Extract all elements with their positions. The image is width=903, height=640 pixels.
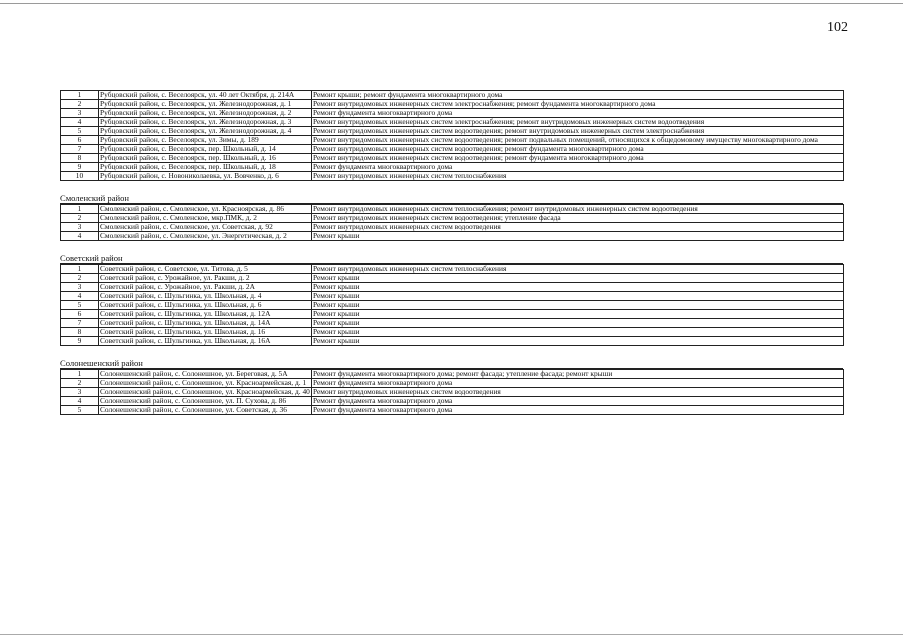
- row-work-type: Ремонт крыши: [312, 274, 844, 283]
- section-title-soloneshensky: Солонешенский район: [60, 359, 843, 369]
- row-number: 4: [61, 232, 99, 241]
- row-address: Рубцовский район, с. Веселоярск, ул. Железнодорожная, д. 3: [99, 118, 312, 127]
- row-address: Рубцовский район, с. Веселоярск, ул. Железнодорожная, д. 1: [99, 100, 312, 109]
- page-number: 102: [827, 20, 848, 35]
- row-number: 3: [61, 388, 99, 397]
- row-address: Советский район, с. Урожайное, ул. Ракши, д. 2А: [99, 283, 312, 292]
- table-body: [61, 205, 844, 241]
- row-address: Смоленский район, с. Смоленское, ул. Энергетическая, д. 2: [99, 232, 312, 241]
- row-work-type: Ремонт внутридомовых инженерных систем водоотведения; утепление фасада: [312, 214, 844, 223]
- row-work-type: Ремонт фундамента многоквартирного дома: [312, 163, 844, 172]
- table-row: [61, 223, 844, 232]
- row-number: 1: [61, 91, 99, 100]
- row-work-type: Ремонт фундамента многоквартирного дома: [312, 397, 844, 406]
- table-row: [61, 172, 844, 181]
- row-address: Солонешенский район, с. Солонешное, ул. Красноармейская, д. 1: [99, 379, 312, 388]
- table-body: [61, 370, 844, 415]
- table-row: [61, 379, 844, 388]
- row-address: Советский район, с. Урожайное, ул. Ракши, д. 2: [99, 274, 312, 283]
- row-address: Рубцовский район, с. Веселоярск, ул. Железнодорожная, д. 4: [99, 127, 312, 136]
- row-number: 3: [61, 283, 99, 292]
- row-number: 7: [61, 145, 99, 154]
- table-row: [61, 109, 844, 118]
- row-work-type: Ремонт крыши: [312, 301, 844, 310]
- row-number: 8: [61, 154, 99, 163]
- table-row: [61, 328, 844, 337]
- row-number: 9: [61, 163, 99, 172]
- row-number: 2: [61, 214, 99, 223]
- row-address: Солонешенский район, с. Солонешное, ул. Советская, д. 36: [99, 406, 312, 415]
- row-address: Рубцовский район, с. Веселоярск, ул. 40 лет Октября, д. 214А: [99, 91, 312, 100]
- row-work-type: Ремонт внутридомовых инженерных систем электроснабжения; ремонт фундамента многоквартирного дома: [312, 100, 844, 109]
- table-row: [61, 118, 844, 127]
- row-work-type: Ремонт крыши: [312, 337, 844, 346]
- row-address: Рубцовский район, с. Веселоярск, пер. Школьный, д. 18: [99, 163, 312, 172]
- table-row: [61, 397, 844, 406]
- row-work-type: Ремонт фундамента многоквартирного дома: [312, 109, 844, 118]
- row-address: Смоленский район, с. Смоленское, ул. Красноярская, д. 86: [99, 205, 312, 214]
- row-number: 9: [61, 337, 99, 346]
- row-number: 4: [61, 397, 99, 406]
- document-body: [60, 90, 843, 415]
- row-address: Советский район, с. Шульгинка, ул. Школьная, д. 12А: [99, 310, 312, 319]
- table-row: [61, 310, 844, 319]
- row-address: Советский район, с. Шульгинка, ул. Школьная, д. 16: [99, 328, 312, 337]
- row-address: Смоленский район, с. Смоленское, ул. Советская, д. 92: [99, 223, 312, 232]
- row-number: 5: [61, 406, 99, 415]
- table-row: [61, 100, 844, 109]
- row-work-type: Ремонт внутридомовых инженерных систем водоотведения; ремонт подвальных помещений, относящихся к общедомовому имуществу многоквартирного дома: [312, 136, 844, 145]
- row-work-type: Ремонт крыши: [312, 319, 844, 328]
- row-address: Рубцовский район, с. Веселоярск, пер. Школьный, д. 14: [99, 145, 312, 154]
- table-row: [61, 370, 844, 379]
- table-row: [61, 283, 844, 292]
- table-row: [61, 163, 844, 172]
- table-row: [61, 265, 844, 274]
- table-row: [61, 232, 844, 241]
- row-work-type: Ремонт крыши: [312, 310, 844, 319]
- row-work-type: Ремонт крыши: [312, 232, 844, 241]
- scan-top-edge: [0, 3, 903, 4]
- row-work-type: Ремонт внутридомовых инженерных систем теплоснабжения; ремонт внутридомовых инженерных систем водоотведения: [312, 205, 844, 214]
- table-row: [61, 337, 844, 346]
- row-work-type: Ремонт крыши; ремонт фундамента многоквартирного дома: [312, 91, 844, 100]
- scan-bottom-edge: [0, 634, 903, 635]
- row-address: Смоленский район, с. Смоленское, мкр.ПМК, д. 2: [99, 214, 312, 223]
- row-address: Советский район, с. Шульгинка, ул. Школьная, д. 14А: [99, 319, 312, 328]
- row-address: Солонешенский район, с. Солонешное, ул. П. Сухова, д. 86: [99, 397, 312, 406]
- row-work-type: Ремонт крыши: [312, 292, 844, 301]
- row-number: 8: [61, 328, 99, 337]
- row-address: Солонешенский район, с. Солонешное, ул. Красноармейская, д. 40: [100, 387, 310, 396]
- row-number: 6: [61, 310, 99, 319]
- row-number: 1: [61, 370, 99, 379]
- table-row: [61, 145, 844, 154]
- table-row: [61, 292, 844, 301]
- section-title-smolensky: Смоленский район: [60, 194, 843, 204]
- row-number: 4: [61, 118, 99, 127]
- row-address: Рубцовский район, с. Веселоярск, ул. Железнодорожная, д. 2: [99, 109, 312, 118]
- row-address: Рубцовский район, с. Веселоярск, пер. Школьный, д. 16: [99, 154, 312, 163]
- row-number: 1: [61, 205, 99, 214]
- row-number: 10: [61, 172, 99, 181]
- row-number: 2: [61, 100, 99, 109]
- row-work-type: Ремонт внутридомовых инженерных систем водоотведения; ремонт фундамента многоквартирного дома: [312, 154, 844, 163]
- row-number: 5: [61, 301, 99, 310]
- table-row: [61, 205, 844, 214]
- table-row: [61, 91, 844, 100]
- row-address: Советский район, с. Шульгинка, ул. Школьная, д. 16А: [99, 337, 312, 346]
- row-work-type: Ремонт фундамента многоквартирного дома; ремонт фасада; утепление фасада; ремонт крыши: [312, 370, 844, 379]
- row-work-type: Ремонт крыши: [312, 283, 844, 292]
- row-work-type: Ремонт фундамента многоквартирного дома: [312, 406, 844, 415]
- row-work-type: Ремонт крыши: [312, 328, 844, 337]
- row-work-type: Ремонт внутридомовых инженерных систем теплоснабжения: [312, 172, 844, 181]
- table-row: [61, 274, 844, 283]
- section-title-sovetsky: Советский район: [60, 254, 843, 264]
- row-address: Рубцовский район, с. Новониколаевка, ул. Вовченко, д. 6: [99, 172, 312, 181]
- row-number: 7: [61, 319, 99, 328]
- table-row: [61, 319, 844, 328]
- row-work-type: Ремонт внутридомовых инженерных систем электроснабжения; ремонт внутридомовых инженерных систем водоотведения: [312, 118, 844, 127]
- table-body: [61, 91, 844, 181]
- table-row: [61, 301, 844, 310]
- table-row: [61, 406, 844, 415]
- row-address: Советский район, с. Шульгинка, ул. Школьная, д. 6: [99, 301, 312, 310]
- row-address: Советский район, с. Шульгинка, ул. Школьная, д. 4: [99, 292, 312, 301]
- table-row: [61, 127, 844, 136]
- table-soloneshensky: [60, 369, 844, 415]
- row-work-type: Ремонт фундамента многоквартирного дома: [312, 379, 844, 388]
- table-body: [61, 265, 844, 346]
- row-work-type: Ремонт внутридомовых инженерных систем водоотведения: [312, 223, 844, 232]
- row-work-type: Ремонт внутридомовых инженерных систем водоотведения; ремонт внутридомовых инженерных систем электроснабжения: [312, 127, 844, 136]
- row-address: Советский район, с. Советское, ул. Титова, д. 5: [99, 265, 312, 274]
- row-number: 2: [61, 274, 99, 283]
- row-number: 6: [61, 136, 99, 145]
- row-address: Солонешенский район, с. Солонешное, ул. Береговая, д. 5А: [99, 370, 312, 379]
- row-number: 4: [61, 292, 99, 301]
- row-number: 2: [61, 379, 99, 388]
- table-row: [61, 154, 844, 163]
- row-work-type: Ремонт внутридомовых инженерных систем водоотведения; ремонт фундамента многоквартирного дома: [312, 145, 844, 154]
- row-work-type: Ремонт внутридомовых инженерных систем теплоснабжения: [312, 265, 844, 274]
- row-number: 1: [61, 265, 99, 274]
- row-address: Рубцовский район, с. Веселоярск, ул. Зимы, д. 189: [99, 136, 312, 145]
- row-number: 3: [61, 223, 99, 232]
- row-number: 3: [61, 109, 99, 118]
- table-rubtsovsky: [60, 90, 844, 181]
- table-sovetsky: [60, 264, 844, 346]
- row-number: 5: [61, 127, 99, 136]
- table-smolensky: [60, 204, 844, 241]
- row-work-type: Ремонт внутридомовых инженерных систем водоотведения: [312, 388, 844, 397]
- table-row: [61, 136, 844, 145]
- table-row: [61, 388, 844, 397]
- table-row: [61, 214, 844, 223]
